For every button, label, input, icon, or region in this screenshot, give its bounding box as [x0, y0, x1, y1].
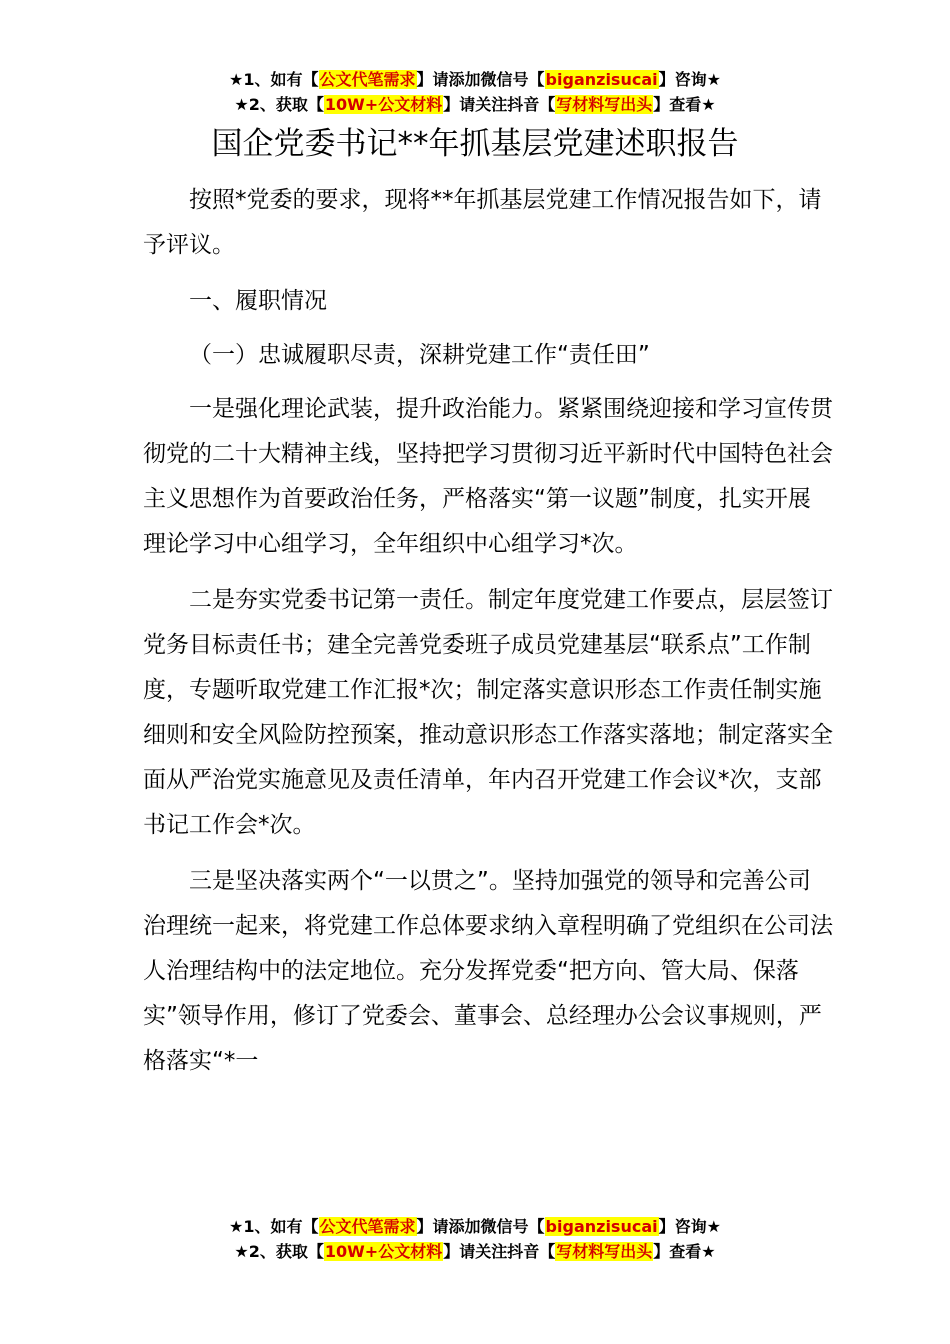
intro-paragraph: 按照*党委的要求，现将**年抓基层党建工作情况报告如下，请予评议。 [143, 187, 822, 258]
banner-highlight: 10W+公文材料 [324, 95, 443, 114]
header-banner [0, 67, 950, 117]
section-heading: 一、履职情况 [189, 288, 327, 314]
banner-text: 】咨询★ [658, 1217, 721, 1236]
banner-line-2 [0, 1239, 950, 1264]
subsection-heading: （一）忠诚履职尽责，深耕党建工作“责任田” [189, 342, 650, 368]
body-paragraph: 一是强化理论武装，提升政治能力。紧紧围绕迎接和学习宣传贯彻党的二十大精神主线，坚持把学习贯彻习近平新时代中国特色社会主义思想作为首要政治任务，严格落实“第一议题”制度，扎实开展理论学习中心组学习，全年组织中心组学习*次。 [143, 396, 833, 557]
banner-text: 】请关注抖音【 [443, 1242, 556, 1261]
banner-highlight-wechat-id: biganzisucai [545, 70, 658, 89]
footer-banner [0, 1214, 950, 1264]
banner-text: 】查看★ [653, 1242, 716, 1261]
document-body [143, 178, 833, 1095]
document-title: 国企党委书记**年抓基层党建述职报告 [211, 126, 739, 162]
banner-text: 】查看★ [653, 95, 716, 114]
banner-highlight-douyin: 写材料写出头 [556, 95, 653, 114]
banner-text: ★2、获取【 [234, 1242, 324, 1261]
banner-text: 】请关注抖音【 [443, 95, 556, 114]
banner-line-2 [0, 92, 950, 117]
body-paragraph: 二是夯实党委书记第一责任。制定年度党建工作要点，层层签订党务目标责任书；建全完善党委班子成员党建基层“联系点”工作制度，专题听取党建工作汇报*次；制定落实意识形态工作责任制实施细则和安全风险防控预案，推动意识形态工作落实落地；制定落实全面从严治党实施意见及责任清单，年内召开党建工作会议*次，支部书记工作会*次。 [143, 587, 833, 838]
banner-highlight: 公文代笔需求 [319, 1217, 416, 1236]
banner-line-1 [0, 67, 950, 92]
banner-highlight: 公文代笔需求 [319, 70, 416, 89]
banner-highlight: 10W+公文材料 [324, 1242, 443, 1261]
banner-highlight-wechat-id: biganzisucai [545, 1217, 658, 1236]
banner-highlight-douyin: 写材料写出头 [556, 1242, 653, 1261]
banner-text: 】请添加微信号【 [416, 70, 545, 89]
banner-text: ★1、如有【 [229, 70, 319, 89]
banner-line-1 [0, 1214, 950, 1239]
body-paragraph: 三是坚决落实两个“一以贯之”。坚持加强党的领导和完善公司治理统一起来，将党建工作总体要求纳入章程明确了党组织在公司法人治理结构中的法定地位。充分发挥党委“把方向、管大局、保落实”领导作用，修订了党委会、董事会、总经理办公会议事规则，严格落实“*一 [143, 868, 833, 1074]
banner-text: ★1、如有【 [229, 1217, 319, 1236]
banner-text: ★2、获取【 [234, 95, 324, 114]
banner-text: 】请添加微信号【 [416, 1217, 545, 1236]
banner-text: 】咨询★ [658, 70, 721, 89]
